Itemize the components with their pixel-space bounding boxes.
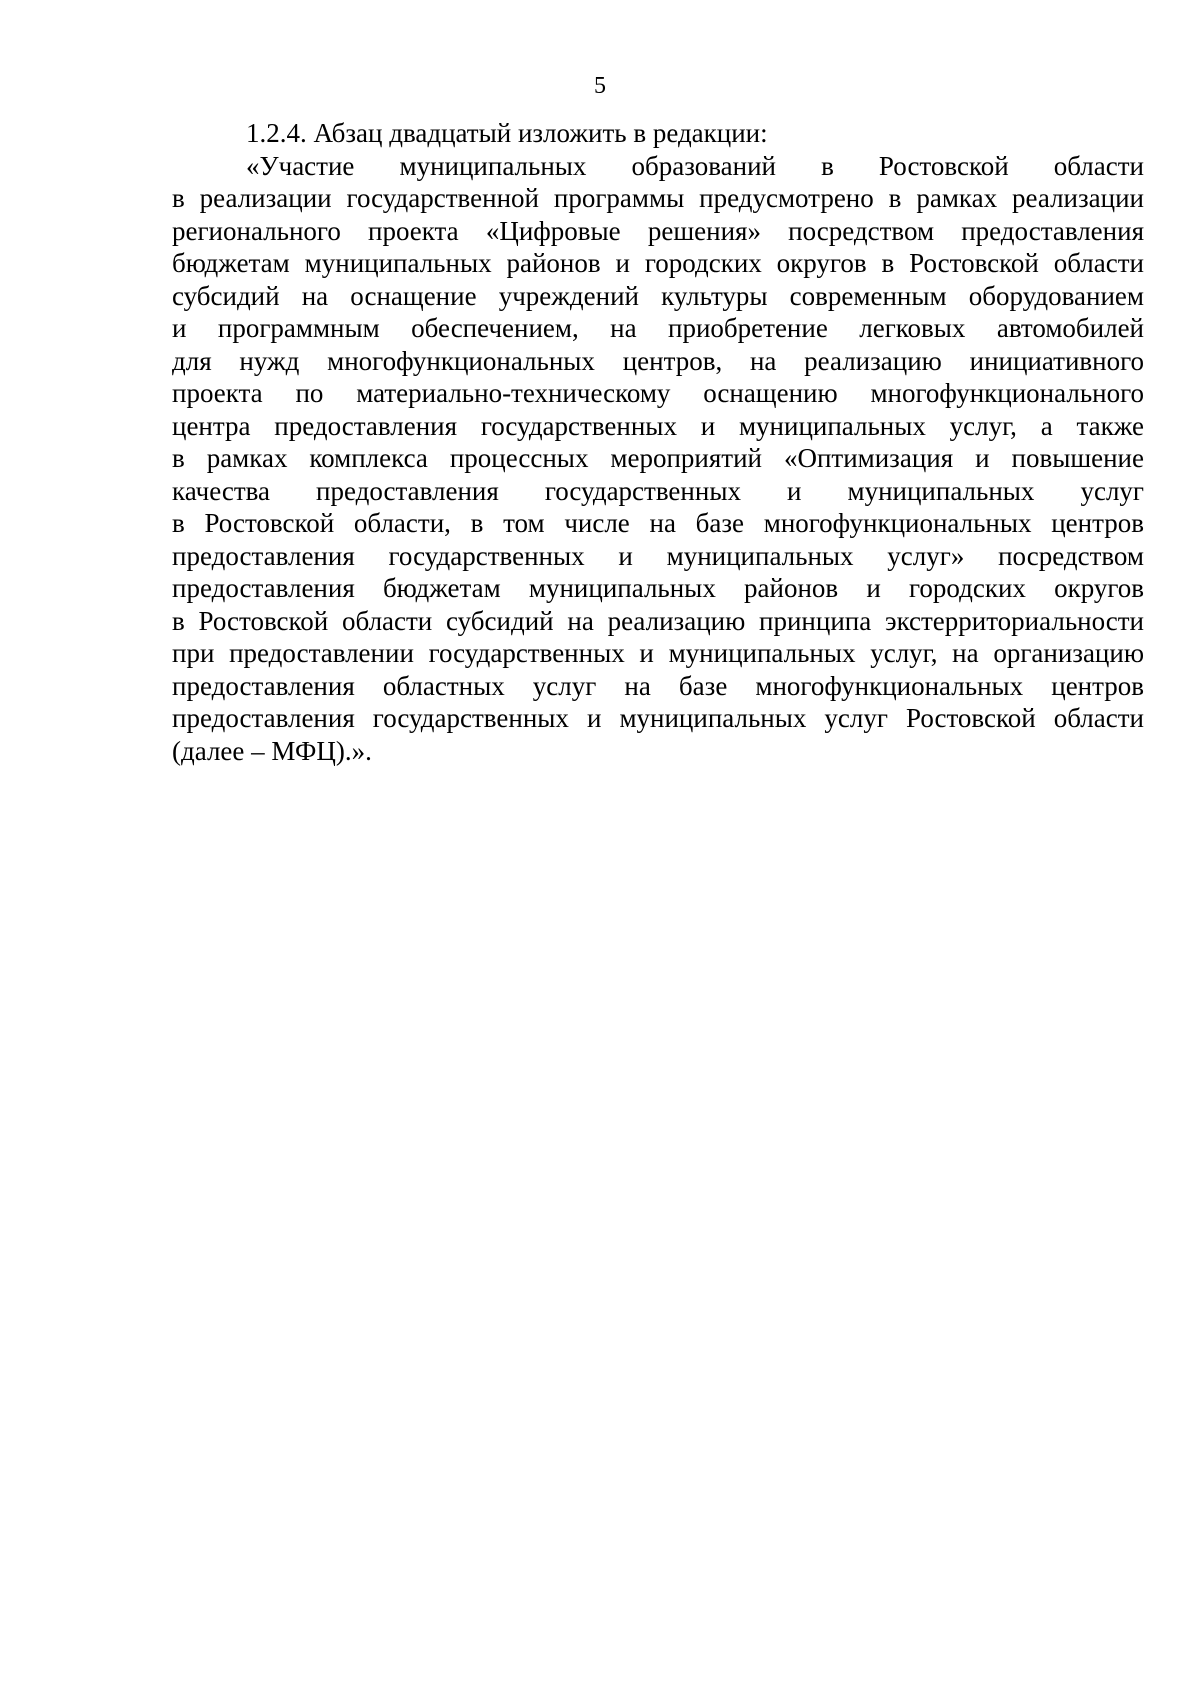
heading-paragraph: 1.2.4. Абзац двадцатый изложить в редакции: [246, 118, 768, 148]
paragraph-line: в реализации государственной программы предусмотрено в рамках реализации [172, 183, 1144, 213]
paragraph-line: предоставления государственных и муниципальных услуг» посредством [172, 540, 1144, 571]
page-number: 5 [594, 73, 606, 99]
paragraph-line: бюджетам муниципальных районов и городских округов в Ростовской области [172, 248, 1144, 278]
paragraph-line: субсидий на оснащение учреждений культуры современным оборудованием [172, 280, 1144, 311]
paragraph-line: для нужд многофункциональных центров, на реализацию инициативного [172, 345, 1144, 376]
paragraph-line: проекта по материально-техническому оснащению многофункционального [172, 378, 1144, 408]
paragraph-line: и программным обеспечением, на приобретение легковых автомобилей [172, 313, 1144, 343]
paragraph-line: при предоставлении государственных и муниципальных услуг, на организацию [172, 638, 1144, 668]
paragraph-line: качества предоставления государственных и муниципальных услуг [172, 475, 1144, 506]
quoted-paragraph [172, 150, 1144, 768]
paragraph-line: предоставления областных услуг на базе многофункциональных центров [172, 670, 1144, 701]
paragraph-line: в Ростовской области, в том числе на базе многофункциональных центров [172, 508, 1144, 538]
paragraph-line: центра предоставления государственных и муниципальных услуг, а также [172, 410, 1144, 441]
paragraph-line: в рамках комплекса процессных мероприятий «Оптимизация и повышение [172, 443, 1144, 473]
paragraph-line: «Участие муниципальных образований в Ростовской области [246, 150, 1144, 181]
paragraph-line: предоставления бюджетам муниципальных районов и городских округов [172, 573, 1144, 603]
paragraph-line: регионального проекта «Цифровые решения» посредством предоставления [172, 215, 1144, 246]
document-body [172, 117, 1144, 767]
paragraph-line: в Ростовской области субсидий на реализацию принципа экстерриториальности [172, 605, 1144, 636]
paragraph-line: предоставления государственных и муниципальных услуг Ростовской области [172, 703, 1144, 733]
paragraph-line: (далее – МФЦ).». [172, 735, 372, 766]
